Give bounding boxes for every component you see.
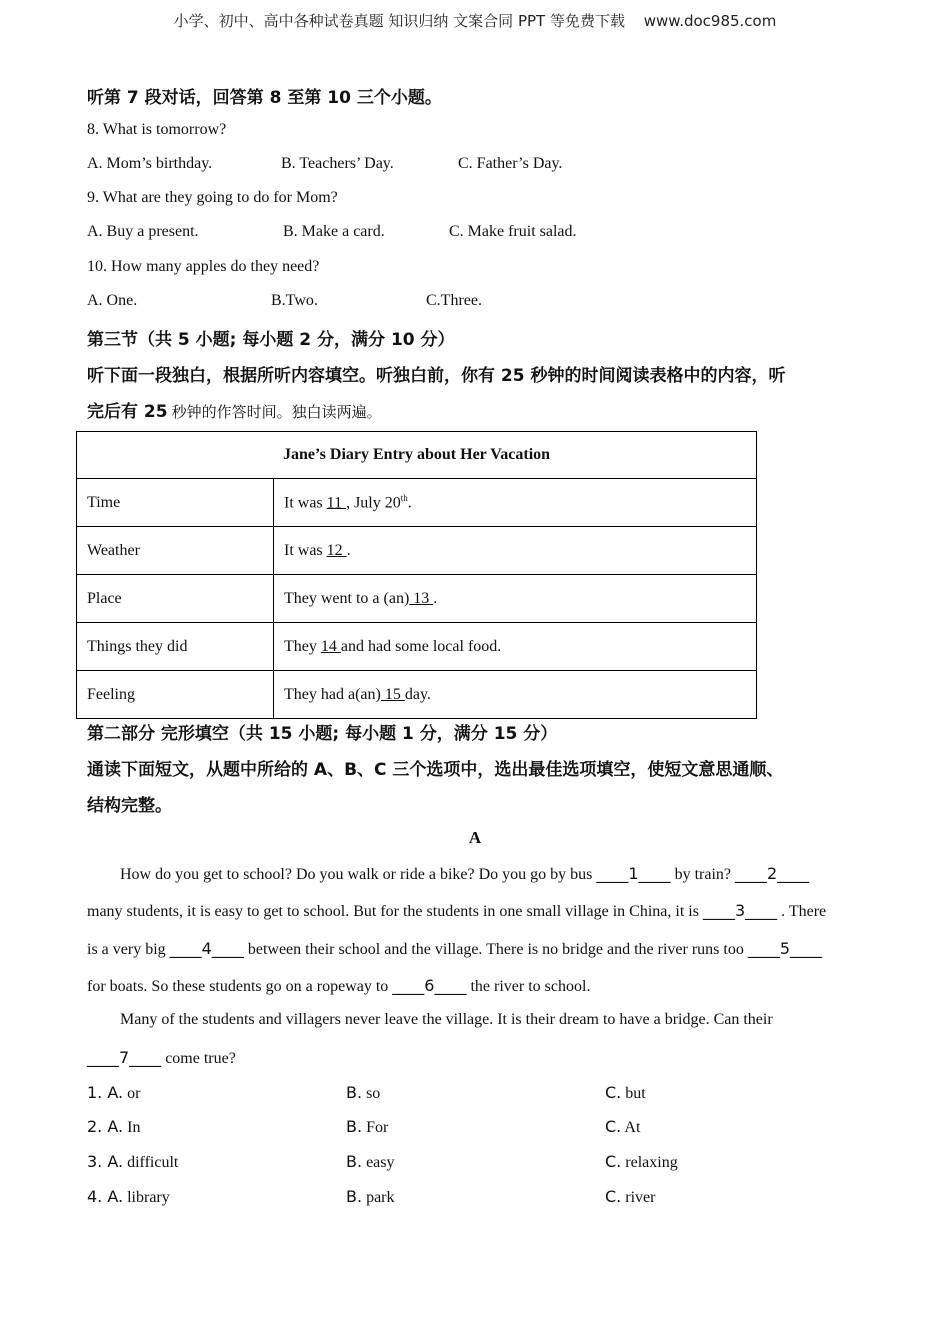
option-2-b[interactable]: B. For	[346, 1117, 389, 1136]
q10-option-a: A. One.	[87, 292, 138, 309]
gap-5[interactable]: ____5____	[747, 939, 823, 958]
row-value: They 14 and had some local food.	[274, 623, 757, 671]
gap-3[interactable]: ____3____	[702, 901, 778, 920]
gap-2[interactable]: ____2____	[734, 864, 810, 883]
passage-line-2: many students, it is easy to get to school. But for the students in one small village in China, it is ____3____ . There	[87, 901, 827, 920]
page-header	[0, 10, 950, 31]
question-9: 9. What are they going to do for Mom?	[87, 189, 338, 206]
option-1-b[interactable]: B. so	[346, 1083, 381, 1102]
option-1-a[interactable]: 1. A. or	[87, 1083, 141, 1102]
part3-instruction-2-bold: 完后有 25	[87, 402, 168, 422]
option-2-a[interactable]: 2. A. In	[87, 1117, 141, 1136]
gap-7[interactable]: ____7____	[87, 1048, 162, 1067]
part2-title: 第二部分 完形填空（共 15 小题; 每小题 1 分，满分 15 分）	[87, 724, 558, 744]
q8-option-a: A. Mom’s birthday.	[87, 155, 213, 172]
table-title-row	[77, 432, 757, 479]
row-label: Place	[77, 575, 274, 623]
blank-11[interactable]: 11	[326, 494, 347, 512]
passage-label: A	[468, 828, 482, 847]
option-3-a[interactable]: 3. A. difficult	[87, 1152, 179, 1171]
q10-option-c: C.Three.	[426, 292, 482, 309]
option-3-c[interactable]: C. relaxing	[605, 1152, 678, 1171]
row-label: Weather	[77, 527, 274, 575]
row-label: Things they did	[77, 623, 274, 671]
diary-table	[76, 431, 757, 719]
passage-line-6: ____7____ come true?	[87, 1048, 236, 1067]
blank-13[interactable]: 13	[409, 589, 434, 607]
table-row	[77, 479, 757, 527]
part3-instruction-1: 听下面一段独白，根据所听内容填空。听独白前，你有 25 秒钟的时间阅读表格中的内容，听	[87, 366, 786, 386]
option-2-c[interactable]: C. At	[605, 1117, 641, 1136]
q9-option-b: B. Make a card.	[283, 223, 385, 240]
section7-title: 听第 7 段对话，回答第 8 至第 10 三个小题。	[87, 88, 442, 108]
option-3-b[interactable]: B. easy	[346, 1152, 395, 1171]
part2-instruction-2: 结构完整。	[87, 796, 172, 816]
header-url[interactable]: www.doc985.com	[643, 12, 777, 30]
gap-1[interactable]: ____1____	[596, 864, 671, 883]
row-label: Time	[77, 479, 274, 527]
part2-instruction-1: 通读下面短文，从题中所给的 A、B、C 三个选项中，选出最佳选项填空，使短文意思通顺、	[87, 760, 784, 780]
gap-4[interactable]: ____4____	[169, 939, 244, 958]
question-10: 10. How many apples do they need?	[87, 258, 320, 275]
q8-option-b: B. Teachers’ Day.	[281, 155, 394, 172]
passage-line-4: for boats. So these students go on a ropeway to ____6____ the river to school.	[87, 976, 591, 995]
row-value: It was 12 .	[274, 527, 757, 575]
q9-option-c: C. Make fruit salad.	[449, 223, 577, 240]
passage-line-5: Many of the students and villagers never leave the village. It is their dream to have a bridge. Can their	[120, 1011, 773, 1028]
option-4-a[interactable]: 4. A. library	[87, 1187, 170, 1206]
table-row	[77, 527, 757, 575]
blank-12[interactable]: 12	[326, 541, 347, 559]
row-value: It was 11 , July 20th.	[274, 479, 757, 527]
option-1-c[interactable]: C. but	[605, 1083, 646, 1102]
q8-option-c: C. Father’s Day.	[458, 155, 563, 172]
part3-title: 第三节（共 5 小题; 每小题 2 分，满分 10 分）	[87, 330, 455, 350]
question-8: 8. What is tomorrow?	[87, 121, 227, 138]
blank-14[interactable]: 14	[320, 637, 341, 655]
option-4-b[interactable]: B. park	[346, 1187, 395, 1206]
part3-instruction-2-rest: 秒钟的作答时间。独白读两遍。	[171, 403, 382, 421]
blank-15[interactable]: 15	[380, 685, 405, 703]
table-row	[77, 623, 757, 671]
option-4-c[interactable]: C. river	[605, 1187, 656, 1206]
table-row	[77, 575, 757, 623]
passage-line-1: How do you get to school? Do you walk or ride a bike? Do you go by bus ____1____ by train? ____2____	[120, 864, 810, 883]
table-row	[77, 671, 757, 719]
row-label: Feeling	[77, 671, 274, 719]
q9-option-a: A. Buy a present.	[87, 223, 199, 240]
q10-option-b: B.Two.	[271, 292, 318, 309]
part3-instruction-2	[87, 397, 382, 422]
row-value: They went to a (an) 13 .	[274, 575, 757, 623]
row-value: They had a(an) 15 day.	[274, 671, 757, 719]
gap-6[interactable]: ____6____	[392, 976, 467, 995]
passage-line-3: is a very big ____4____ between their school and the village. There is no bridge and the river runs too ____5____	[87, 939, 823, 958]
header-text: 小学、初中、高中各种试卷真题 知识归纳 文案合同 PPT 等免费下载	[173, 12, 625, 30]
table-title: Jane’s Diary Entry about Her Vacation	[77, 432, 757, 479]
